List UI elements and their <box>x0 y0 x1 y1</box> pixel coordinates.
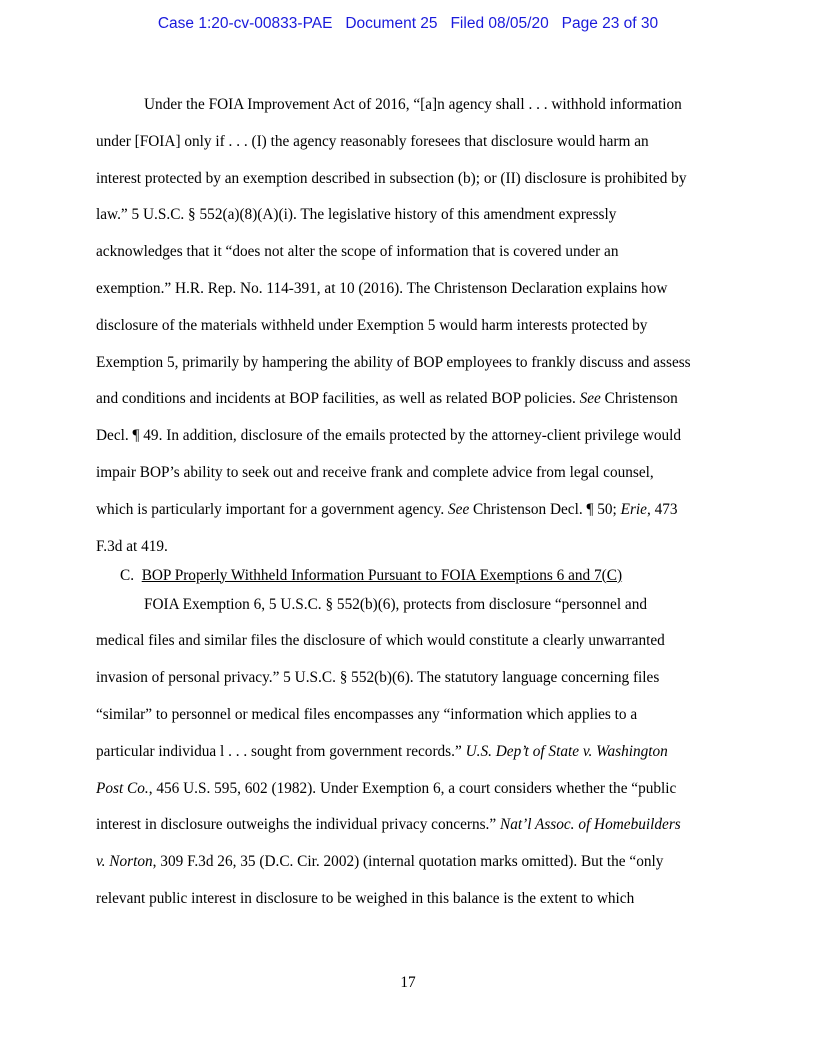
page-number: 17 <box>400 974 416 991</box>
para2-line: FOIA Exemption 6, 5 U.S.C. § 552(b)(6), protects from disclosure “personnel and <box>144 595 648 613</box>
para2-line: “similar” to personnel or medical files encompasses any “information which applies to a <box>96 705 638 723</box>
para1-line: under [FOIA] only if . . . (I) the agency reasonably foresees that disclosure would harm an <box>96 132 649 150</box>
para2-line <box>96 775 736 812</box>
para1-line <box>96 385 736 422</box>
para1-line <box>96 496 736 533</box>
text-run: , 309 F.3d 26, 35 (D.C. Cir. 2002) (internal quotation marks omitted). But the “only <box>152 853 664 871</box>
case-name: Nat’l Assoc. of Homebuilders <box>500 816 681 834</box>
para2-line: medical files and similar files the disclosure of which would constitute a clearly unwarranted <box>96 632 665 650</box>
section-title: BOP Properly Withheld Information Pursuant to FOIA Exemptions 6 and 7(C) <box>141 566 623 584</box>
text-run: , 456 U.S. 595, 602 (1982). Under Exemption 6, a court considers whether the “public <box>148 779 677 797</box>
case-name: v. Norton <box>96 853 153 871</box>
para1-line: exemption.” H.R. Rep. No. 114-391, at 10 (2016). The Christenson Declaration explains how <box>96 279 668 297</box>
para2-line <box>96 848 736 885</box>
para1-line: Under the FOIA Improvement Act of 2016, “[a]n agency shall . . . withhold information <box>144 96 682 113</box>
text-run: and conditions and incidents at BOP facilities, as well as related BOP policies. <box>96 390 580 408</box>
section-letter: C. <box>120 566 135 584</box>
para1-line: F.3d at 419. <box>96 537 168 555</box>
citation-signal: See <box>448 500 470 518</box>
para1-line: disclosure of the materials withheld under Exemption 5 would harm interests protected by <box>96 316 648 334</box>
text-run: , 473 <box>646 500 678 518</box>
case-name: Post Co. <box>96 779 149 797</box>
para1-line: impair BOP’s ability to seek out and receive frank and complete advice from legal counsel, <box>96 463 654 481</box>
text-run: which is particularly important for a government agency. <box>96 500 448 518</box>
case-name: Erie <box>620 500 647 518</box>
para2-line: invasion of personal privacy.” 5 U.S.C. § 552(b)(6). The statutory language concerning files <box>96 669 660 687</box>
para1-line: acknowledges that it “does not alter the scope of information that is covered under an <box>96 243 619 261</box>
case-header: Case 1:20-cv-00833-PAE Document 25 Filed 08/05/20 Page 23 of 30 <box>157 15 659 32</box>
para2-line <box>96 811 736 848</box>
case-name: U.S. Dep’t of State v. Washington <box>465 742 668 760</box>
para2-line: relevant public interest in disclosure to be weighed in this balance is the extent to which <box>96 889 635 907</box>
para2-line <box>96 738 736 775</box>
section-heading-c <box>96 562 736 591</box>
text-run: Christenson <box>600 390 678 408</box>
para1-line: interest protected by an exemption described in subsection (b); or (II) disclosure is prohibited by <box>96 169 687 187</box>
citation-signal: See <box>579 390 601 408</box>
para1-line: law.” 5 U.S.C. § 552(a)(8)(A)(i). The legislative history of this amendment expressly <box>96 206 617 224</box>
text-run: interest in disclosure outweighs the individual privacy concerns.” <box>96 816 500 834</box>
para1-line: Exemption 5, primarily by hampering the ability of BOP employees to frankly discuss and assess <box>96 353 691 371</box>
text-run: Christenson Decl. ¶ 50; <box>469 500 621 518</box>
text-run: particular individua l . . . sought from government records.” <box>96 742 466 760</box>
para1-line: Decl. ¶ 49. In addition, disclosure of the emails protected by the attorney-client privilege would <box>96 427 682 445</box>
document-body <box>96 91 736 922</box>
